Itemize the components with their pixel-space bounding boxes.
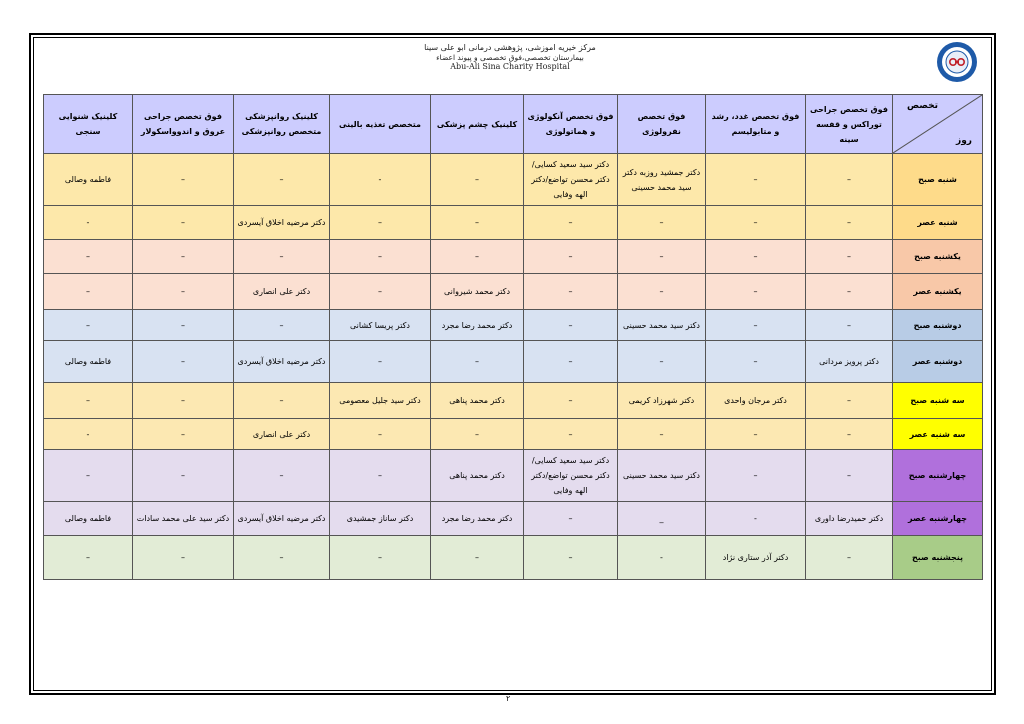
schedule-cell: دکتر مرضیه اخلاق آیسردی — [234, 341, 330, 383]
corner-specialty-label: تخصص — [907, 101, 939, 111]
schedule-cell: – — [234, 154, 330, 206]
schedule-cell: – — [524, 341, 618, 383]
schedule-cell: – — [234, 450, 330, 502]
schedule-cell: دکتر محمد شیروانی — [431, 274, 524, 310]
schedule-cell: – — [234, 240, 330, 274]
schedule-cell: – — [44, 310, 133, 341]
header-line-3: Abu-Ali Sina Charity Hospital — [450, 62, 570, 71]
day-cell: پنجشنبه صبح — [893, 536, 983, 580]
schedule-cell: – — [330, 536, 431, 580]
schedule-cell: – — [806, 536, 893, 580]
schedule-cell: فاطمه وصالی — [44, 341, 133, 383]
schedule-cell: – — [133, 419, 234, 450]
schedule-cell: – — [431, 154, 524, 206]
header-line-2: بیمارستان تخصصی،فوق تخصصی و پیوند اعضاء — [436, 53, 584, 62]
table-row — [44, 310, 983, 341]
table-row — [44, 154, 983, 206]
column-header: کلینیک روانپزشکی متخصص روانپزشکی — [234, 95, 330, 154]
corner-header — [893, 95, 983, 154]
schedule-cell: – — [44, 383, 133, 419]
schedule-cell: – — [431, 419, 524, 450]
day-cell: شنبه عصر — [893, 206, 983, 240]
schedule-cell: – — [806, 450, 893, 502]
schedule-cell: – — [618, 274, 706, 310]
schedule-cell: – — [133, 310, 234, 341]
schedule-cell: دکتر محمد پناهی — [431, 450, 524, 502]
schedule-cell: – — [706, 240, 806, 274]
table-row — [44, 419, 983, 450]
schedule-cell: – — [330, 274, 431, 310]
schedule-cell: – — [44, 536, 133, 580]
column-header: کلینیک شنوایی سنجی — [44, 95, 133, 154]
schedule-cell: – — [806, 206, 893, 240]
schedule-cell: دکتر آذر ستاری نژاد — [706, 536, 806, 580]
schedule-cell: – — [133, 240, 234, 274]
schedule-cell: دکتر علی انصاری — [234, 274, 330, 310]
schedule-cell: – — [806, 383, 893, 419]
day-cell: شنبه صبح — [893, 154, 983, 206]
column-header: کلینیک چشم پزشکی — [431, 95, 524, 154]
schedule-cell: – — [44, 450, 133, 502]
day-cell: سه شنبه صبح — [893, 383, 983, 419]
schedule-cell: دکتر محمد رضا مجرد — [431, 310, 524, 341]
schedule-cell: – — [806, 274, 893, 310]
schedule-cell: – — [806, 310, 893, 341]
schedule-cell: – — [618, 341, 706, 383]
page-number: ۲ — [506, 694, 511, 703]
schedule-cell: – — [806, 419, 893, 450]
schedule-cell: - — [330, 154, 431, 206]
schedule-cell: – — [618, 206, 706, 240]
schedule-cell: فاطمه وصالی — [44, 154, 133, 206]
schedule-cell: – — [133, 450, 234, 502]
schedule-cell: – — [706, 419, 806, 450]
column-header: فوق تخصص جراحی عروق و اندوواسکولار — [133, 95, 234, 154]
corner-day-label: روز — [956, 136, 972, 146]
day-cell: چهارشنبه صبح — [893, 450, 983, 502]
schedule-cell: – — [524, 383, 618, 419]
table-row — [44, 240, 983, 274]
schedule-cell: دکتر مرضیه اخلاق آیسردی — [234, 206, 330, 240]
schedule-cell: - — [44, 419, 133, 450]
schedule-cell: دکتر علی انصاری — [234, 419, 330, 450]
schedule-cell: دکتر مرضیه اخلاق آیسردی — [234, 502, 330, 536]
table-row — [44, 536, 983, 580]
schedule-cell: فاطمه وصالی — [44, 502, 133, 536]
column-header: فوق تخصص نفرولوژی — [618, 95, 706, 154]
day-cell: دوشنبه صبح — [893, 310, 983, 341]
schedule-cell: – — [524, 419, 618, 450]
schedule-cell: – — [234, 383, 330, 419]
schedule-cell: دکتر سید محمد حسینی — [618, 450, 706, 502]
day-cell: یکشنبه عصر — [893, 274, 983, 310]
schedule-cell: دکتر سید جلیل معصومی — [330, 383, 431, 419]
schedule-cell: – — [524, 206, 618, 240]
schedule-cell: دکتر حمیدرضا داوری — [806, 502, 893, 536]
schedule-cell: – — [431, 206, 524, 240]
hospital-header — [350, 43, 670, 72]
schedule-cell: – — [44, 274, 133, 310]
schedule-cell: – — [524, 502, 618, 536]
schedule-cell: دکتر سید سعید کسایی/دکتر محسن تواضع/دکتر الهه وفایی — [524, 450, 618, 502]
header-line-1: مرکز خیریه اموزشی، پژوهشی درمانی ابو علی سینا — [424, 43, 596, 52]
schedule-cell: – — [431, 240, 524, 274]
schedule-cell: – — [330, 341, 431, 383]
schedule-cell: دکتر ساناز جمشیدی — [330, 502, 431, 536]
schedule-cell: – — [133, 536, 234, 580]
schedule-cell: دکتر سید سعید کسایی/دکتر محسن تواضع/دکتر الهه وفایی — [524, 154, 618, 206]
schedule-cell: – — [806, 154, 893, 206]
schedule-cell: دکتر پرویز مردانی — [806, 341, 893, 383]
day-cell: سه شنبه عصر — [893, 419, 983, 450]
schedule-cell: _ — [618, 502, 706, 536]
schedule-cell: – — [133, 341, 234, 383]
schedule-cell: - — [706, 502, 806, 536]
schedule-cell: – — [706, 206, 806, 240]
schedule-cell: دکتر سید علی محمد سادات — [133, 502, 234, 536]
schedule-cell: – — [330, 450, 431, 502]
column-header: فوق تخصص جراحی توراکس و قفسه سینه — [806, 95, 893, 154]
schedule-cell: – — [524, 536, 618, 580]
table-row — [44, 383, 983, 419]
schedule-cell: – — [618, 240, 706, 274]
day-cell: یکشنبه صبح — [893, 240, 983, 274]
schedule-cell: – — [330, 206, 431, 240]
schedule-cell: – — [431, 341, 524, 383]
schedule-cell: – — [618, 419, 706, 450]
schedule-cell: – — [133, 154, 234, 206]
column-header: فوق تخصص غدد، رشد و متابولیسم — [706, 95, 806, 154]
schedule-cell: - — [44, 206, 133, 240]
schedule-cell: – — [133, 206, 234, 240]
table-row — [44, 206, 983, 240]
schedule-cell: دکتر پریسا کشانی — [330, 310, 431, 341]
schedule-cell: – — [133, 383, 234, 419]
schedule-cell: – — [44, 240, 133, 274]
schedule-cell: دکتر محمد پناهی — [431, 383, 524, 419]
schedule-cell: دکتر جمشید روزبه دکتر سید محمد حسینی — [618, 154, 706, 206]
schedule-cell: – — [706, 341, 806, 383]
schedule-cell: – — [234, 536, 330, 580]
schedule-cell: – — [706, 154, 806, 206]
day-cell: دوشنبه عصر — [893, 341, 983, 383]
day-cell: چهارشنبه عصر — [893, 502, 983, 536]
schedule-cell: دکتر محمد رضا مجرد — [431, 502, 524, 536]
hospital-logo-icon — [936, 41, 978, 83]
schedule-cell: دکتر شهرزاد کریمی — [618, 383, 706, 419]
table-row — [44, 502, 983, 536]
schedule-cell: دکتر سید محمد حسینی — [618, 310, 706, 341]
schedule-cell: – — [431, 536, 524, 580]
table-row — [44, 450, 983, 502]
schedule-cell: – — [524, 240, 618, 274]
schedule-cell: – — [234, 310, 330, 341]
clinic-schedule-table — [43, 94, 983, 580]
schedule-cell: – — [330, 240, 431, 274]
schedule-cell: – — [133, 274, 234, 310]
schedule-cell: دکتر مرجان واحدی — [706, 383, 806, 419]
schedule-cell: – — [524, 274, 618, 310]
schedule-cell: – — [524, 310, 618, 341]
schedule-cell: – — [706, 450, 806, 502]
schedule-cell: – — [330, 419, 431, 450]
schedule-cell: – — [706, 310, 806, 341]
schedule-cell: – — [806, 240, 893, 274]
table-row — [44, 274, 983, 310]
column-header: متخصص تغذیه بالینی — [330, 95, 431, 154]
table-row — [44, 341, 983, 383]
column-header: فوق تخصص آنکولوژی و هماتولوژی — [524, 95, 618, 154]
schedule-cell: - — [618, 536, 706, 580]
table-header-row — [44, 95, 983, 154]
schedule-cell: – — [706, 274, 806, 310]
